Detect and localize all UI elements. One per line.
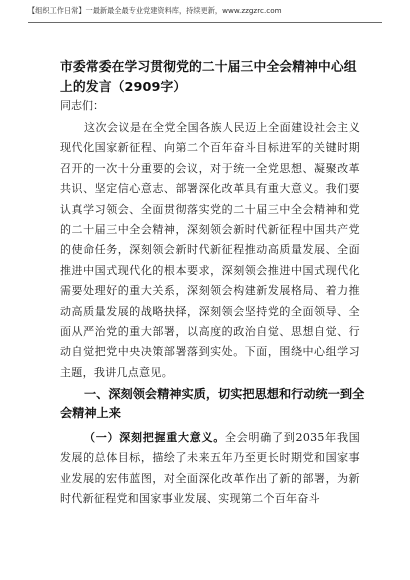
document-title: 市委常委在学习贯彻党的二十届三中全会精神中心组上的发言（2909字） (60, 60, 357, 95)
section-heading: 一、深刻领会精神实质，切实把思想和行动统一到全会精神上来 (60, 387, 365, 420)
body-paragraph: 这次会议是在全党全国各族人民迈上全面建设社会主义现代化国家新征程、向第二个百年奋斗目标进军的关键时期召开的一次十分重要的会议，对于统一全党思想、凝聚改革共识、坚定信心意志、部署深化改革具有重大意义。我们要认真学习领会、全面贯彻落实党的二十届三中全会精神和党的二十届三中全会精神，深刻领会新时代新征程中国共产党的使命任务，深刻领会新时代新征程推动高质量发展、全面推进中国式现代化的根本要求，深刻领会推进中国式现代化需要处理好的重大关系，深刻领会构建新发展格局、着力推动高质量发展的战略抉择，深刻领会坚持党的全面领导、全面从严治党的重大部署，以高度的政治自觉、思想自觉、行动自觉把党中央决策部署落到实处。下面，围绕中心组学习主题，我讲几点意见。 (60, 121, 360, 379)
salutation: 同志们： (60, 99, 104, 112)
body-paragraph (60, 428, 360, 510)
subsection-lead: （一）深刻把握重大意义。 (84, 431, 226, 444)
header-divider (28, 22, 382, 23)
subsection-text: 全会明确了到2035年我国发展的总体目标，描绘了未来五年乃至更长时期党和国家事业发展的宏伟蓝图，对全面深化改革作出了新的部署，为新时代新征程党和国家事业发展、实现第二个百年奋斗 (60, 431, 360, 506)
page-header: 【组织工作日常】一最新最全最专业党建资料库，持续更新，www.zzgzrc.com (28, 6, 282, 15)
